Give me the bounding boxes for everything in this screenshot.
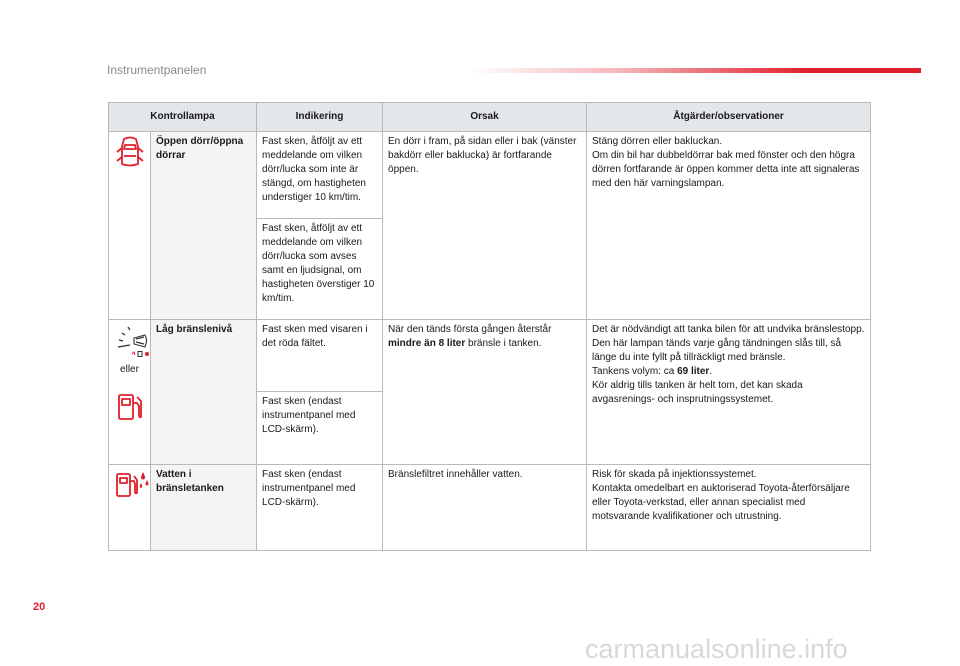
action-text — [587, 465, 871, 551]
indication-text: Fast sken (endast instrumentpanel med LCD-skärm). — [257, 392, 383, 465]
action-line: Stäng dörren eller bakluckan. — [592, 136, 723, 147]
tank-volume-post: . — [709, 366, 713, 377]
lamp-icon-cell — [109, 320, 151, 465]
cause-text-pre: När den tänds första gången återstår — [388, 324, 552, 335]
action-line: Det är nödvändigt att tanka bilen för att undvika bränslestopp. — [592, 324, 865, 335]
table-header-row — [109, 103, 871, 132]
fuel-gauge-icon — [114, 323, 150, 359]
or-label: eller — [120, 364, 139, 375]
table-row — [109, 465, 871, 551]
action-line: Kör aldrig tills tanken är helt tom, det kan skada avgasrenings- och insprutningssystemet. — [592, 380, 803, 405]
column-header-kontrollampa: Kontrollampa — [109, 103, 257, 132]
cause-text-post: bränsle i tanken. — [465, 338, 542, 349]
action-text — [587, 320, 871, 465]
page-number: 20 — [33, 601, 46, 613]
action-line: Om din bil har dubbeldörrar bak med fönster och den högra dörren fortfarande är öppen kommer detta inte att signaleras med den här varningslampan. — [592, 150, 860, 189]
indication-text: Fast sken, åtföljt av ett meddelande om vilken dörr/lucka som inte är stängd, om hastigheten understiger 10 km/tim. — [257, 132, 383, 219]
section-title: Instrumentpanelen — [107, 63, 207, 77]
column-header-atgarder: Åtgärder/observationer — [587, 103, 871, 132]
lamp-name: Vatten i bränsletanken — [151, 465, 257, 551]
action-text — [587, 132, 871, 320]
tank-volume-pre: Tankens volym: ca — [592, 366, 678, 377]
lamp-name: Öppen dörr/öppna dörrar — [151, 132, 257, 320]
lamp-name: Låg bränslenivå — [151, 320, 257, 465]
indication-text: Fast sken med visaren i det röda fältet. — [257, 320, 383, 392]
action-line: Den här lampan tänds varje gång tändningen slås till, så länge du inte fyllt på tillräckligt med bränsle. — [592, 338, 842, 363]
action-line: Kontakta omedelbart en auktoriserad Toyota-återförsäljare eller Toyota-verkstad, eller annan specialist med motsvarande kvalifikationer och utrustning. — [592, 483, 850, 522]
warning-lamp-table — [108, 102, 871, 551]
column-header-indikering: Indikering — [257, 103, 383, 132]
lamp-icon-cell — [109, 132, 151, 320]
lamp-icon-cell — [109, 465, 151, 551]
table-row — [109, 132, 871, 219]
open-door-car-icon — [115, 135, 145, 169]
cause-text — [383, 320, 587, 465]
header-accent-bar — [470, 68, 921, 73]
cause-text: Bränslefiltret innehåller vatten. — [383, 465, 587, 551]
column-header-orsak: Orsak — [383, 103, 587, 132]
indication-text: Fast sken (endast instrumentpanel med LCD-skärm). — [257, 465, 383, 551]
fuel-pump-icon — [115, 391, 145, 423]
action-line: Risk för skada på injektionssystemet. — [592, 469, 757, 480]
water-in-fuel-icon — [114, 468, 150, 500]
tank-volume-value: 69 liter — [677, 366, 710, 377]
cause-text-bold: mindre än 8 liter — [388, 338, 466, 349]
action-line — [592, 365, 865, 379]
cause-text: En dörr i fram, på sidan eller i bak (vänster bakdörr eller baklucka) är fortfarande öppen. — [383, 132, 587, 320]
indication-text: Fast sken, åtföljt av ett meddelande om vilken dörr/lucka som avses samt en ljudsignal, om hastigheten överstiger 10 km/tim. — [257, 219, 383, 320]
table-row — [109, 320, 871, 392]
watermark: carmanualsonline.info — [585, 634, 848, 664]
